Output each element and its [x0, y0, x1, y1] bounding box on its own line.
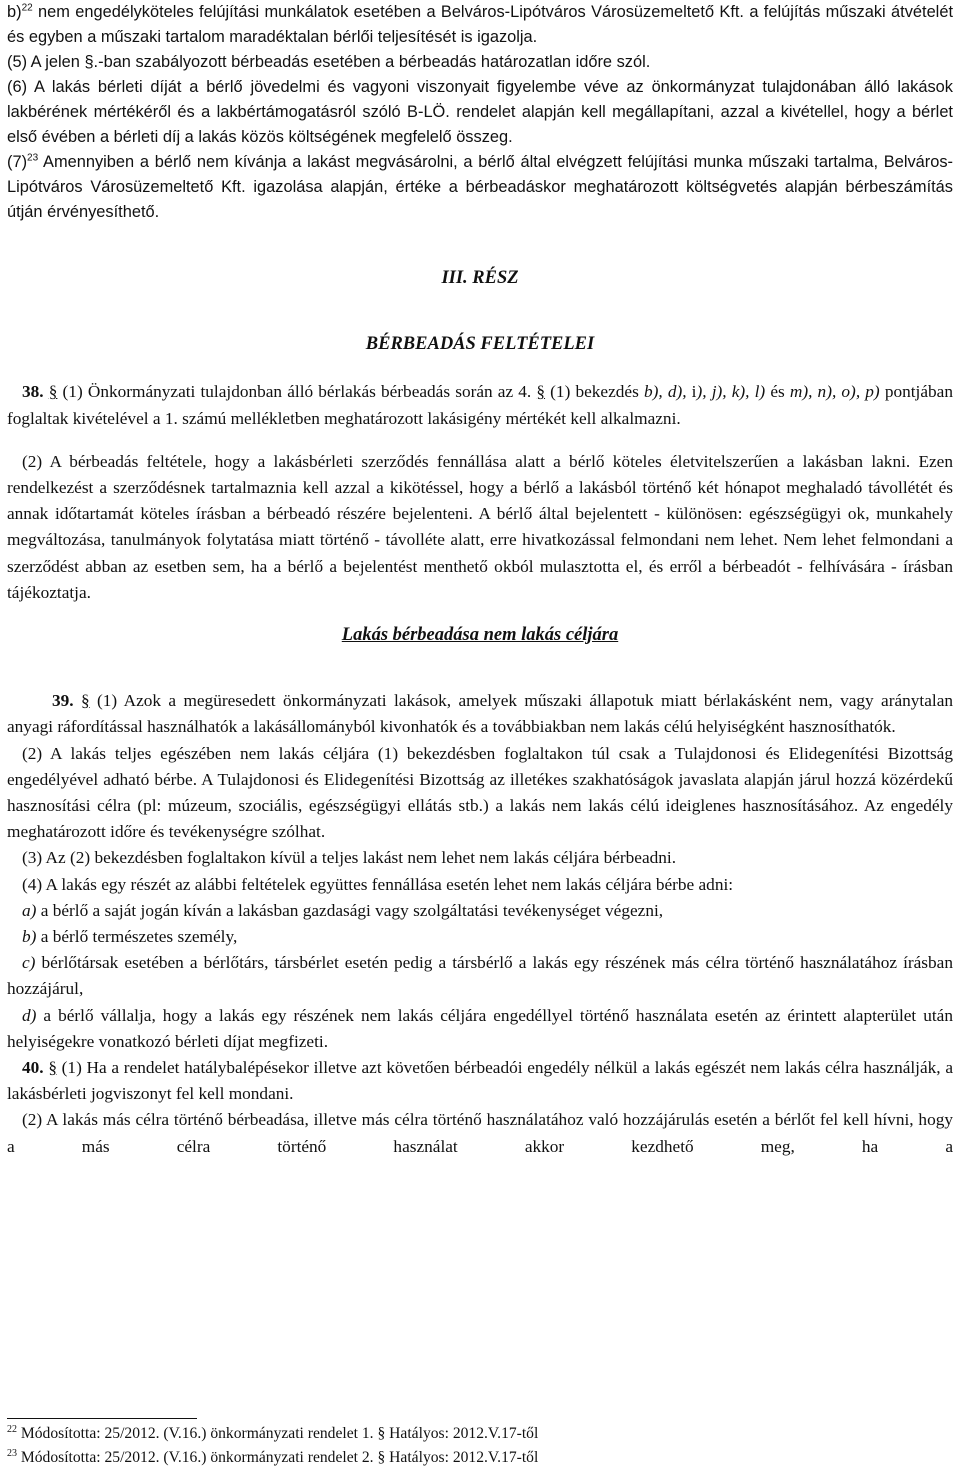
list-text: a bérlő a saját jogán kíván a lakásban gazdasági vagy szolgáltatási tevékenységet végezni, — [36, 900, 664, 920]
section-number: 39. — [52, 691, 74, 711]
section-40-paragraph-2: (2) A lakás más célra történő bérbeadása, illetve más célra történő használatához való hozzájárulás esetén a bérlőt fel kell hívni, hogy a más célra történő használat akkor kezdhető meg, ha a — [7, 1110, 953, 1156]
list-text: a bérlő vállalja, hogy a lakás egy részének nem lakás céljára engedéllyel történő használata esetén az érintett alapterület után helyiségekre vonatkozó bérleti díjat megfizeti. — [7, 1005, 953, 1051]
list-label: b) — [22, 927, 37, 947]
paragraph-5: (5) A jelen §.-ban szabályozott bérbeadás esetében a bérbeadás határozatlan időre szól. — [7, 53, 651, 71]
para-label: (7) — [7, 153, 28, 171]
paragraph-7 — [7, 150, 953, 225]
list-text: a bérlő természetes személy, — [36, 927, 238, 947]
text-run: (1) Ha a rendelet hatálybalépésekor illetve azt követően bérbeadói engedély nélkül a lakás egészét nem lakás célra használják, a lakásbérleti jogviszonyt fel kell mondani. — [7, 1058, 953, 1104]
text-run: (1) Azok a megüresedett önkormányzati lakások, amelyek műszaki állapotuk miatt bérlakásként nem, vagy aránytalan anyagi ráfordítással használhatók a lakásállományból kivonhatók és a továbbiakban nem lakás célú helyiségként hasznosíthatók. — [7, 691, 954, 737]
text-run: és — [765, 382, 790, 402]
paragraph-b — [7, 0, 953, 50]
section-sign: § — [536, 382, 546, 402]
italic-run: ), j), k), l) — [696, 382, 766, 402]
list-label: d) — [22, 1005, 37, 1025]
list-item-c — [7, 950, 953, 1002]
section-39-paragraph-4: (4) A lakás egy részét az alábbi feltételek együttes fennállása esetén lehet nem lakás céljára bérbe adni: — [22, 874, 734, 894]
list-text: bérlőtársak esetében a bérlőtárs, társbérlet esetén pedig a társbérlő a lakás egy részének más célra történő használatához írásban hozzájárul, — [7, 953, 953, 999]
list-item-a — [7, 898, 953, 924]
text-run: (1) Önkormányzati tulajdonban álló bérlakás bérbeadás során az 4. — [57, 382, 537, 402]
text-run: i — [686, 382, 697, 402]
para-text: nem engedélyköteles felújítási munkálatok esetében a Belváros-Lipótváros Városüzemeltető Kft. a felújítás műszaki átvételét és egyben a műszaki tartalom maradéktalan bérlői teljesítését is igazolja. — [7, 3, 953, 46]
para-label: b) — [7, 3, 22, 21]
text-run: (1) bekezdés — [545, 382, 644, 402]
section-40-paragraph-1 — [7, 1055, 953, 1107]
footnote-23 — [7, 1446, 953, 1470]
section-sign: § — [48, 1058, 57, 1078]
list-label: c) — [22, 953, 36, 973]
footnote-number: 22 — [7, 1423, 17, 1435]
footnote-text: Módosította: 25/2012. (V.16.) önkormányzati rendelet 1. § Hatályos: 2012.V.17-től — [17, 1425, 539, 1442]
footnote-ref-23[interactable]: 23 — [27, 152, 39, 164]
para-text: Amennyiben a bérlő nem kívánja a lakást megvásárolni, a bérlő által elvégzett felújítási munka műszaki tartalma, Belváros-Lipótváros Városüzemeltető Kft. igazolása alapján, értéke a bérbeadáskor meghatározott költségvetés alapján bérbeszámítás útján érvényesíthető. — [7, 153, 953, 221]
italic-run: m), n), o), p) — [789, 382, 880, 402]
document-page — [7, 0, 953, 1160]
list-item-b — [7, 924, 953, 950]
section-38-paragraph-1 — [7, 379, 953, 431]
text-run: pontjában foglaltak kivételével a 1. számú mellékletben meghatározott lakásigény mértékét kell alkalmazni. — [7, 382, 953, 428]
part-title: III. RÉSZ — [441, 268, 519, 288]
footnote-divider — [7, 1418, 197, 1419]
section-39-paragraph-2: (2) A lakás teljes egészében nem lakás céljára (1) bekezdésben foglaltakon túl csak a Tulajdonosi és Elidegenítési Bizottság engedélyével adható bérbe. A Tulajdonosi és Elidegenítési Bizottság az illetékes szakhatóságok javaslata alapján járul hozzá közérdekű hasznosítási célra (pl: múzeum, szociális, egészségügyi ellátás stb.) a lakás nem lakás célú ideiglenes hasznosításához. Az engedély meghatározott időre és tevékenységre szólhat. — [7, 743, 953, 842]
footnote-22 — [7, 1422, 953, 1446]
footnote-ref-22[interactable]: 22 — [21, 2, 33, 14]
italic-run: b), d), — [643, 382, 687, 402]
list-label: a) — [22, 900, 37, 920]
list-item-d — [7, 1003, 953, 1055]
footnotes — [7, 1418, 953, 1470]
section-number: 38. — [22, 382, 44, 402]
footnote-number: 23 — [7, 1447, 17, 1459]
subheading: Lakás bérbeadása nem lakás céljára — [341, 625, 619, 646]
section-sign: § — [48, 382, 58, 402]
section-39-paragraph-3: (3) Az (2) bekezdésben foglaltakon kívül a teljes lakást nem lehet nem lakás céljára bérbeadni. — [22, 848, 677, 868]
section-39-paragraph-1 — [7, 688, 953, 740]
section-sign: § — [81, 691, 90, 711]
part-subtitle: BÉRBEADÁS FELTÉTELEI — [365, 334, 595, 355]
footnote-text: Módosította: 25/2012. (V.16.) önkormányzati rendelet 2. § Hatályos: 2012.V.17-től — [17, 1449, 539, 1466]
section-number: 40. — [22, 1058, 44, 1078]
paragraph-6: (6) A lakás bérleti díját a bérlő jövedelmi és vagyoni viszonyait figyelembe véve az önkormányzat tulajdonában álló lakások lakbérének mértékéről és a lakbértámogatásról szóló B-LÖ. rendelet alapján kell megállapítani, azzal a kivétellel, hogy a bérlet első évében a bérleti díj a lakás közös költségének megfelelő összeg. — [7, 78, 953, 146]
section-38-paragraph-2: (2) A bérbeadás feltétele, hogy a lakásbérleti szerződés fennállása alatt a bérlő köteles életvitelszerűen a lakásban lakni. Ezen rendelkezést a szerződésnek tartalmaznia kell azzal a kikötéssel, hogy a bérlő a lakásból történő két hónapot meghaladó távollétét és annak időtartamát köteles írásban a bérbeadó részére bejelenteni. A bérlő által bejelentett - különösen: egészségügyi ok, munkahely megváltozása, tanulmányok folytatása miatt történő - távolléte alatt, erre hivatkozással felmondani nem lehet. Nem lehet felmondani a szerződést abban az esetben sem, ha a bérlő a bejelentést menthető okból mulasztotta el, és erről a bérbeadót - felhívására - írásban tájékoztatja. — [7, 451, 953, 602]
